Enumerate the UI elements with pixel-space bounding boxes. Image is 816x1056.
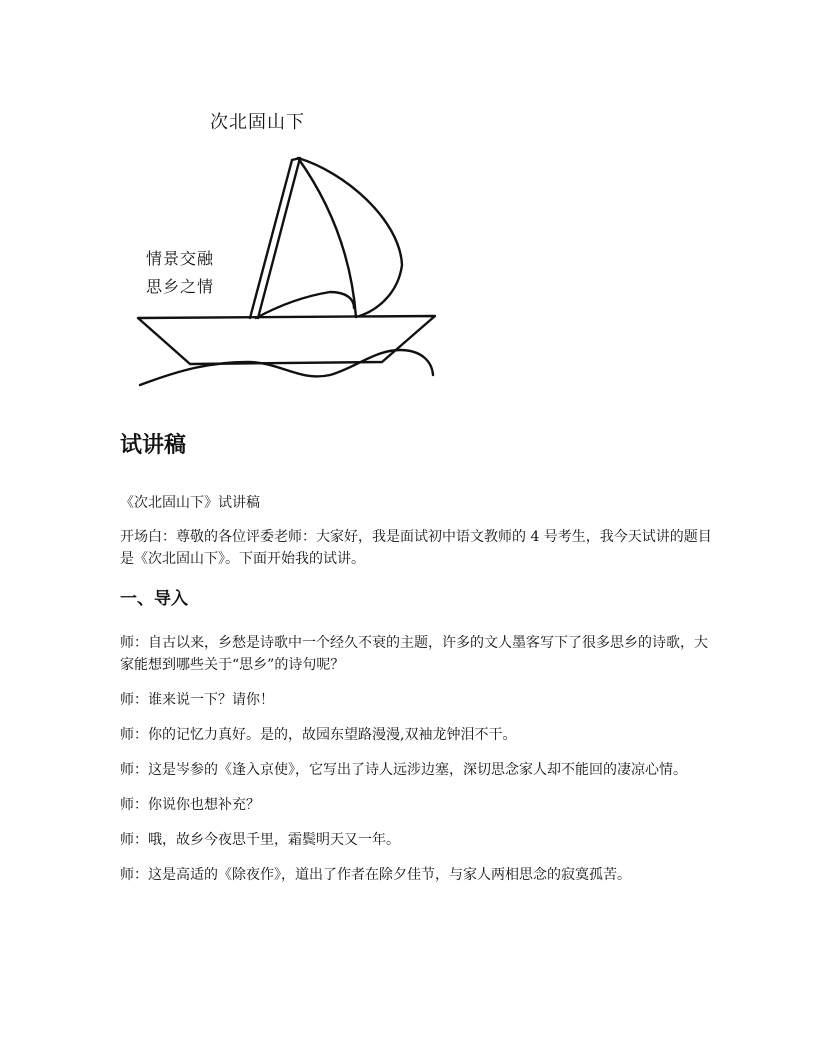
- sketch-note-1: 情景交融: [146, 249, 215, 268]
- paragraph: 师：谁来说一下？请你！: [120, 692, 274, 708]
- document-body: [120, 430, 720, 899]
- paragraph: 师：你说你也想补充？: [120, 797, 260, 813]
- paragraph: 师：你的记忆力真好。是的，故园东望路漫漫,双袖龙钟泪不干。: [120, 727, 517, 743]
- paragraph: 师：哦，故乡今夜思千里，霜鬓明天又一年。: [120, 832, 400, 848]
- boat-hull: [138, 316, 435, 364]
- boat-sail: [298, 158, 402, 317]
- blackboard-sketch: [130, 100, 450, 400]
- boat-mast: [250, 158, 300, 318]
- paragraph: 师：这是岑参的《逢入京使》，它写出了诗人远涉边塞，深切思念家人却不能回的凄凉心情。: [120, 762, 687, 778]
- page-title: 试讲稿: [120, 433, 187, 458]
- sketch-note-2: 思乡之情: [146, 277, 215, 296]
- opening-paragraph: 开场白：尊敬的各位评委老师：大家好，我是面试初中语文教师的 4 号考生，我今天试讲的题目是《次北固山下》。下面开始我的试讲。: [120, 529, 712, 567]
- doc-subtitle: 《次北固山下》试讲稿: [120, 495, 260, 511]
- paragraph: 师：这是高适的《除夜作》，道出了作者在除夕佳节，与家人两相思念的寂寞孤苦。: [120, 867, 631, 883]
- paragraph: 师：自古以来，乡愁是诗歌中一个经久不衰的主题，许多的文人墨客写下了很多思乡的诗歌，大家能想到哪些关于“思乡”的诗句呢？: [120, 635, 708, 673]
- boat-boom: [256, 292, 354, 318]
- section-heading-intro: 一、导入: [120, 589, 188, 609]
- sketch-title: 次北固山下: [210, 112, 305, 133]
